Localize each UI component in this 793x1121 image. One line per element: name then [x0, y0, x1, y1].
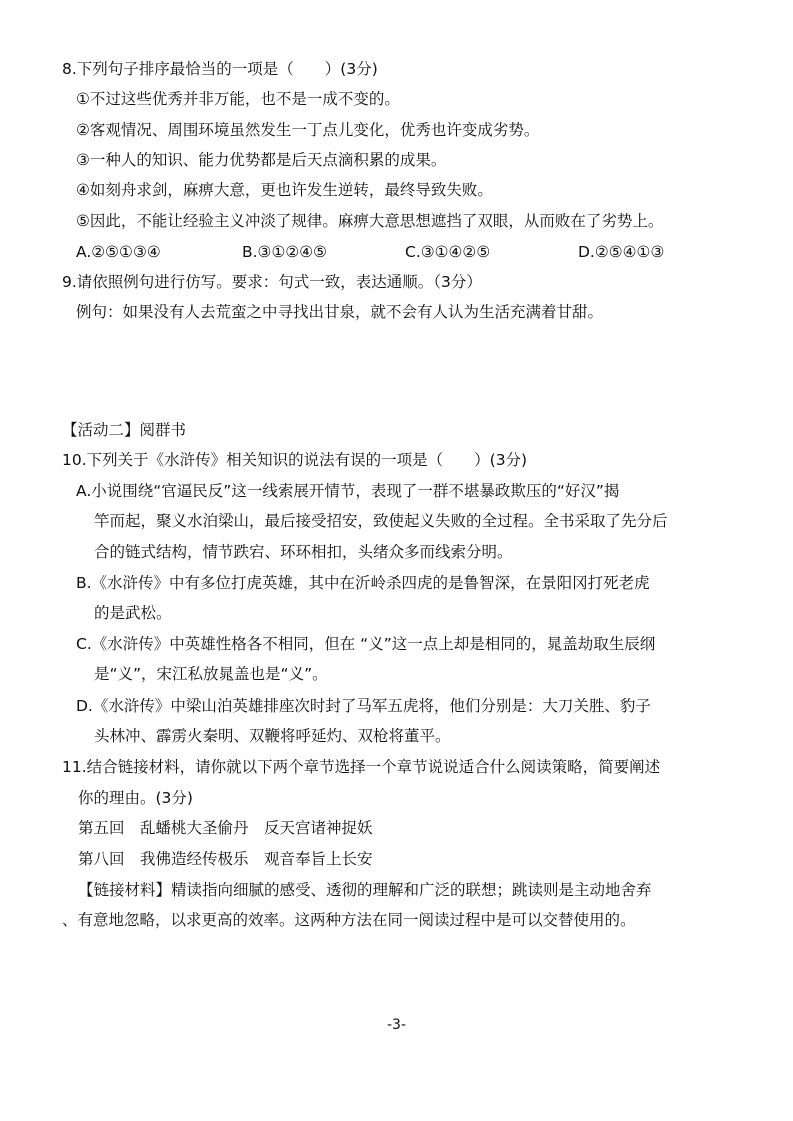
q10-option-c-line2: 是“义”，宋江私放晁盖也是“义”。 — [94, 665, 328, 683]
q10-option-a-line3: 合的链式结构，情节跌宕、环环相扣，头绪众多而线索分明。 — [94, 543, 513, 561]
q8-option-d: D.②⑤④①③ — [578, 243, 665, 261]
q8-sentence-2: ②客观情况、周围环境虽然发生一丁点儿变化，优秀也许变成劣势。 — [76, 121, 540, 139]
q11-chapter-5: 第五回 乱蟠桃大圣偷丹 反天宫诸神捉妖 — [78, 819, 373, 837]
q10-option-b-line2: 的是武松。 — [94, 604, 172, 622]
activity-heading: 【活动二】阅群书 — [62, 421, 187, 439]
q8-option-c: C.③①④②⑤ — [405, 243, 491, 261]
q10-option-c-line1: C.《水浒传》中英雄性格各不相同，但在 “义”这一点上却是相同的，晁盖劫取生辰纲 — [76, 635, 656, 653]
q10-option-d-line1: D.《水浒传》中梁山泊英雄排座次时封了马军五虎将，他们分别是：大刀关胜、豹子 — [76, 697, 651, 715]
q8-option-b: B.③①②④⑤ — [242, 243, 328, 261]
q8-sentence-1: ①不过这些优秀并非万能，也不是一成不变的。 — [76, 90, 400, 108]
q10-option-b-line1: B.《水浒传》中有多位打虎英雄，其中在沂岭杀四虎的是鲁智深，在景阳冈打死老虎 — [76, 574, 650, 592]
q9-example: 例句：如果没有人去荒蛮之中寻找出甘泉，就不会有人认为生活充满着甘甜。 — [76, 303, 604, 321]
q10-option-d-line2: 头林冲、霹雳火秦明、双鞭将呼延灼、双枪将董平。 — [94, 727, 451, 745]
q11-material-line1: 【链接材料】精读指向细腻的感受、透彻的理解和广泛的联想；跳读则是主动地舍弃 — [78, 881, 652, 899]
q11-stem-line1: 11.结合链接材料，请你就以下两个章节选择一个章节说说适合什么阅读策略，简要阐述 — [62, 758, 661, 776]
q9-stem: 9.请依照例句进行仿写。要求：句式一致，表达通顺。（3分） — [62, 273, 482, 291]
q11-stem-line2: 你的理由。(3分) — [78, 789, 193, 807]
q8-options — [76, 242, 716, 262]
q8-sentence-4: ④如刻舟求剑，麻痹大意，更也许发生逆转，最终导致失败。 — [76, 181, 493, 199]
q10-stem: 10.下列关于《水浒传》相关知识的说法有误的一项是（ ）(3分) — [62, 451, 528, 469]
q8-stem: 8.下列句子排序最恰当的一项是（ ）(3分) — [62, 60, 378, 78]
q10-option-a-line1: A.小说围绕“官逼民反”这一线索展开情节，表现了一群不堪暴政欺压的“好汉”揭 — [76, 482, 620, 500]
q8-sentence-5: ⑤因此，不能让经验主义冲淡了规律。麻痹大意思想遮挡了双眼，从而败在了劣势上。 — [76, 212, 664, 230]
q11-material-line2: 、有意地忽略，以求更高的效率。这两种方法在同一阅读过程中是可以交替使用的。 — [62, 911, 636, 929]
q10-option-a-line2: 竿而起，聚义水泊梁山，最后接受招安，致使起义失败的全过程。全书采取了先分后 — [94, 512, 668, 530]
q8-sentence-3: ③一种人的知识、能力优势都是后天点滴积累的成果。 — [76, 151, 447, 169]
q11-chapter-8: 第八回 我佛造经传极乐 观音奉旨上长安 — [78, 850, 373, 868]
page-number: -3- — [386, 1017, 406, 1033]
q8-option-a: A.②⑤①③④ — [76, 243, 161, 261]
